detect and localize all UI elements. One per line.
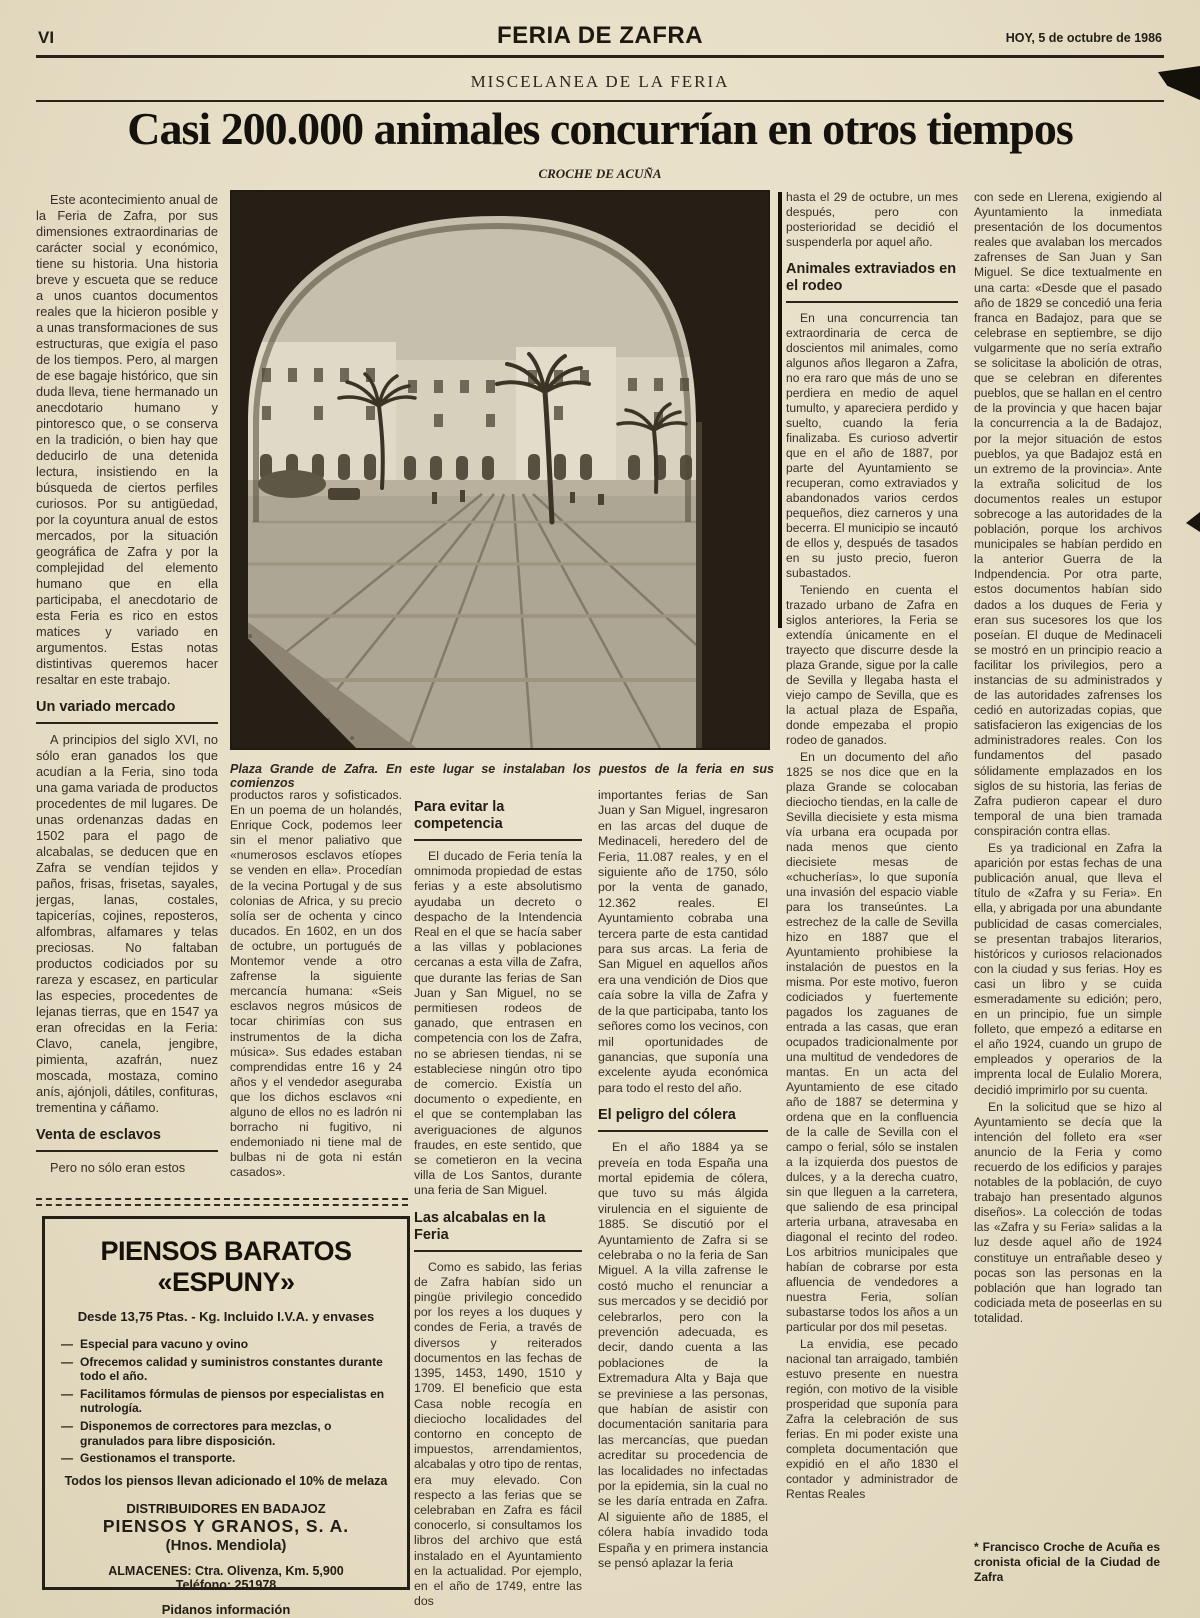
ad-bullet-item <box>61 1337 393 1352</box>
ad-bullet-item <box>61 1419 393 1448</box>
ad-address: ALMACENES: Ctra. Olivenza, Km. 5,900 <box>108 1563 344 1578</box>
paragraph: productos raros y sofisticados. En un poema de un holandés, Enrique Cock, podemos leer sin el menor paliativo que «numerosos esclavos etíopes se venden en ella». Procedían de la vecina Portugal y de sus colonias de Africa, y su precio solía ser de ochenta y cinco ducados. En 1602, en un dos de octubre, un portugués de Montemor vende a otro zafrense la siguiente mercancía humana: «Seis esclavos negros músicos de tocar chirimías con sus instrumentos de la dicha música». Sus edades estaban comprendidas entre 16 y 24 años y el vendedor aseguraba que los dichos esclavos «ni alguno de ellos no es ladrón ni borracho ni fugitivo, ni endemoniado ni tiene mal de bulbas ni de gota ni están casados». <box>230 788 402 1180</box>
section-heading: El peligro del cólera <box>598 1105 768 1132</box>
paragraph: Pero no sólo eran estos <box>50 1160 186 1175</box>
ad-note: Todos los piensos llevan adicionado el 10% de melaza <box>64 1473 388 1488</box>
paragraph: con sede en Llerena, exigiendo al Ayuntamiento la inmediata presentación de los documentos reales que avalaban los mercados zafrenses de San Juan y San Miguel. Se dice textualmente en una carta: «Desde que el pasado año de 1829 se concedió una feria franca en Badajoz, para que se celebrase en septiembre, se dijo vulgarmente que no sería extraño se solicitase la abolición de otras, que se celebran en diferentes pueblos, que se hallan en el centro de la provincia y que hacen bajar la concurrencia a la de Badajoz, por la mejor situación de estos pueblos, ya que Badajoz está en un extremo de la provincia». Ante la extraña solicitud de los documentos reales un estupor sobrecoge a las autoridades de la población, porque los archivos municipales se habían perdido en la anterior Guerra de la Indpendencia. Por otra parte, estos documentos habían sido dados a los duques de Feria y eran sus sucesores los que los poseían. El duque de Medinaceli se mostró en un principio reacio a facilitar los privilegios, pero a instancias de su administrados y de las autoridades zafrenses los cedió en autorizadas copias, que satisfacieron las exigencias de los administradores reales. Con los fundamentos del pasado sólidamente emplazados en los siglos de su historia, las ferias de Zafra pudieron capear el duro temporal de una bien tramada conspiración contra ellas. <box>974 190 1162 838</box>
paragraph: En la solicitud que se hizo al Ayuntamiento se decía que la intención del folleto era «ser anuncio de la Feria y como recuerdo de los edificios y parajes notables de la población, de cuyo trabajo han presentado algunos diseños». La colección de todas las «Zafra y su Feria» salidas a la luz desde aquel año de 1924 constituye un entrañable deseo y pocas son las personas en la población que han logrado tan codiciada meta de poseerlas en su totalidad. <box>974 1099 1162 1325</box>
paragraph: A principios del siglo XVI, no sólo eran ganados los que acudían a la Feria, sino toda una gama variada de productos procedentes de mil lugares. De unas ordenanzas dadas en 1502 para el pago de alcabalas, se deducen que en Zafra se vendían tejidos y paños, frisas, frisetas, sayales, jergas, lanas, costales, tapicerías, cojines, reposteros, alfombras, alfamares y telas preciosas. No faltaban productos codiciados por su rareza y escasez, en particular las especies, procedentes de lejanas tierras, que en 1547 ya eran ofrecidas en la Feria: Clavo, canela, jengibre, pimienta, azafrán, nuez moscada, mostaza, comino anís, ajónjoli, dátiles, confituras, trementina y cáñamo. <box>36 732 218 1115</box>
dash-marker: — <box>61 1337 73 1351</box>
ad-bullet-list <box>61 1337 393 1466</box>
kicker: MISCELANEA DE LA FERIA <box>470 72 730 91</box>
buildings <box>246 342 746 482</box>
photo-caption: Plaza Grande de Zafra. En este lugar se instalaban los puestos de la feria en sus comienzos <box>230 762 774 790</box>
ad-subtitle: Desde 13,75 Ptas. - Kg. Incluido I.V.A. y envases <box>77 1309 375 1324</box>
page-number: VI <box>38 28 55 47</box>
plaza-photo-illustration <box>232 192 770 750</box>
ad-bullet-item <box>61 1387 393 1416</box>
ad-bullet-text: Especial para vacuno y ovino <box>80 1337 249 1351</box>
paragraph: El ducado de Feria tenía la omnimoda propiedad de estas ferias y a este absolutismo ayudaba un decreto o despacho de la Intendencia Real en el que se hacía saber a las villas y poblaciones cercanas a esta villa de Zafra, que durante las ferias de San Juan y San Miguel, no se permitiesen rodeos de ganado, que entrasen en competencia con los de Zafra, no se abriesen tiendas, ni se estableciese ningún otro tipo de comercio. Existía un documento o expediente, en el que se contemplaban las averiguaciones de algunos fraudes, en este sentido, que se cometieron en la vecina villa de Los Santos, durante una feria de San Miguel. <box>414 849 582 1198</box>
section-heading: Venta de esclavos <box>36 1125 218 1152</box>
column-5 <box>786 190 958 1614</box>
section-heading: Animales extraviados en el rodeo <box>786 259 958 303</box>
ad-bullet-text: Gestionamos el transporte. <box>80 1451 236 1466</box>
ad-title: PIENSOS BARATOS «ESPUNY» <box>100 1236 352 1297</box>
shrub <box>258 470 326 498</box>
paragraph: importantes ferias de San Juan y San Miguel, ingresaron en las arcas del duque de Medinaceli, heredero del de Feria, 11.087 reales, y en el siguiente año de 1750, sólo por la venta de ganado, 12.362 reales. El Ayuntamiento cobraba una tercera parte de esta cantidad para sus arcas. La feria de San Miguel en aquellos años era una vendición de Dios que caía sobre la villa de Zafra y de la que participaba, tanto los señores como los vecinos, con mil oportunidades de ganancias, que suponía una excelente ayuda económica para todo el resto del año. <box>598 788 768 1095</box>
ad-separator <box>36 1198 408 1206</box>
ad-company-subname: (Hnos. Mendiola) <box>165 1536 287 1554</box>
ad-bullet-text: Ofrecemos calidad y suministros constantes durante todo el año. <box>80 1354 383 1384</box>
column-2 <box>230 788 402 1212</box>
ad-bullet-item <box>61 1451 393 1466</box>
ad-bullet-item <box>61 1355 393 1384</box>
paragraph: Como es sabido, las ferias de Zafra habían sido un pingüe privilegio concedido por los reyes a los duques y condes de Feria, a través de diversos y reiterados documentos en las fechas de 1395, 1453, 1490, 1510 y 1709. El beneficio que esta Casa noble recogía en dieciocho localidades del contorno en concepto de impuestos, arrendamientos, alcabalas y otro tipo de rentas, era muy elevado. Con respecto a las ferias que se celebraban en Zafra es fácil conocerlo, si consultamos los libros del archivo que está instalado en el Ayuntamiento en la actualidad. Por ejemplo, en el año de 1749, entre las dos <box>414 1259 582 1609</box>
ad-bullet-text: Disponemos de correctores para mezclas, o granulados para libre disposición. <box>80 1418 332 1448</box>
dash-marker: — <box>61 1354 73 1369</box>
ad-distributor-label: DISTRIBUIDORES EN BADAJOZ <box>126 1500 326 1516</box>
print-artifact <box>1186 512 1200 532</box>
paragraph: En un documento del año 1825 se nos dice que en la plaza Grande se colocaban dieciocho tiendas, en la calle de Sevilla diecisiete y esta misma vía urbana era ocupada por nada menos que ciento diecisiete mesas de «chucherías», lo que suponía una invasión del espacio viable para los transeúntes. La estrechez de la calle de Sevilla hizo en 1887 que el Ayuntamiento prohibiese la instalación de puestos en la misma. Por este motivo, fueron codiciados y fuertemente pagados los zaguanes de entrada a las casas, que eran ocupados tradicionalmente por una multitud de vendedores de mantas. En un acta del Ayuntamiento de ese citado año de 1887 se determina y ordena que en la confluencia de la calle de Sevilla con el campo o ferial, sólo se instalen a la izquierda dos puestos de dulces, y a la derecha cuatro, sin que lleguen a la carretera, que saliendo de esa principal arteria urbana, atravesaba en diagonal el recinto del rodeo. Los arbitrios municipales que habían de cobrarse por esta afluencia de vendedores a nuestra Feria, solían subastarse todos los años a un particular por dos mil pesetas. <box>786 750 958 1334</box>
column-1 <box>36 192 218 1190</box>
paragraph: Este acontecimiento anual de la Feria de Zafra, por sus dimensiones extraordinarias de carácter social y económico, tiene su historia. Una historia breve y escueta que se reduce a unos cuantos documentos reales que la hicieron posible y a unas transformaciones de sus estructuras, que exigía el paso de los tiempos. Pero, al margen de ese bagaje histórico, que sin duda lleva, tiene hermanado un anecdotario humano y pintoresco que, o se conserva en la tradición, o bien hay que deducirlo de una detenida lectura, insistiendo en la búsqueda de ciertos perfiles curiosos. Por su antigüedad, por la coyuntura anual de estos mercados, por la situación geográfica de Zafra y por la complejidad del elemento humano que en ella participaba, el anecdotario de esta Feria es rico en estos matices y variado en argumentos. Estas notas distintivas queremos hacer resaltar en este trabajo. <box>36 192 218 687</box>
column-6 <box>974 190 1162 1534</box>
dash-marker: — <box>61 1418 73 1433</box>
section-heading: Un variado mercado <box>36 697 218 724</box>
advertisement <box>42 1216 410 1617</box>
column-3 <box>414 788 582 1614</box>
dash-marker: — <box>61 1386 73 1401</box>
section-heading: Para evitar la competencia <box>414 797 582 841</box>
paragraph: hasta el 29 de octubre, un mes después, pero con posterioridad se decidió el suspenderla por aquel año. <box>786 190 958 249</box>
author-footnote: * Francisco Croche de Acuña es cronista oficial de la Ciudad de Zafra <box>974 1540 1160 1584</box>
column-rule <box>778 192 782 628</box>
pier-edge <box>696 422 702 750</box>
paragraph: Teniendo en cuenta el trazado urbano de Zafra en siglos anteriores, la Feria se extendía únicamente en el trayecto que discurre desde la plaza Grande, sigue por la calle de Sevilla y llegaba hasta el viejo campo de Sevilla, que es la actual plaza de España, donde empezaba el propio rodeo de ganados. <box>786 583 958 747</box>
column-4 <box>598 788 768 1614</box>
paragraph: En una concurrencia tan extraordinaria de cerca de doscientos mil animales, como algunos años llegaron a Zafra, no era raro que más de uno se perdiera en medio de aquel tumulto, y apareciera perdido y suelto, cuando la feria finalizaba. Es curioso advertir que en el año de 1887, por parte del Ayuntamiento se recuperan, como extraviados y abandonados varios cerdos pequeños, diez carneros y una becerra. El municipio se incautó de ellos y, después de tasados en su justo precio, fueron subastados. <box>786 311 958 580</box>
byline: CROCHE DE ACUÑA <box>538 166 662 181</box>
section-heading: Las alcabalas en la Feria <box>414 1208 582 1252</box>
edition-date: HOY, 5 de octubre de 1986 <box>1005 31 1162 45</box>
ad-cta: Pidanos información <box>161 1601 291 1617</box>
headline: Casi 200.000 animales concurrían en otros tiempos <box>127 103 1073 154</box>
paragraph: La envidia, ese pecado nacional tan arraigado, también estuvo presente en nuestra región, con motivo de la visible prosperidad que suponía para Zafra la celebración de sus ferias. En mi poder existe una completa documentación que expidió en el año 1830 el contador y administrador de Rentas Reales <box>786 1337 958 1501</box>
masthead-rule <box>36 55 1164 58</box>
plaza-photo <box>230 190 770 750</box>
ad-bullet-text: Facilitamos fórmulas de piensos por especialistas en nutrología. <box>80 1386 385 1416</box>
section-title: FERIA DE ZAFRA <box>496 22 704 49</box>
ad-company-name: PIENSOS Y GRANOS, S. A. <box>102 1515 350 1536</box>
paragraph: En el año 1884 ya se preveía en toda España una mortal epidemia de cólera, que tuvo su más álgida virulencia en el siguiente de 1885. Se discutió por el Ayuntamiento de Zafra si se celebraba o no la feria de San Miguel. A la villa zafrense le costó mucho el renunciar a sus mercados y se decidió por celebrarlos, pero con la prevención adecuada, es decir, dando cuenta a las poblaciones de la Extremadura Alta y Baja que se previniese a las personas, que habían de asistir con documentación sanitaria para las mercancías, que puedan acreditar su procedencia de las localidades no infectadas por la epidemia, sin la cual no se les daría entrada en Zafra. Al siguiente año de 1885, el cólera había invadido toda España y en primera instancia se pensó aplazar la feria <box>598 1140 768 1571</box>
ad-phone: Teléfono: 251978 <box>175 1577 277 1592</box>
paragraph: Es ya tradicional en Zafra la aparición por estas fechas de una publicación anual, que lleva el título de «Zafra y su Feria». En ella, y abrigada por una abundante publicidad de casas comerciales, se presentan trabajos literarios, históricos y curiosos relacionados con la ciudad y sus ferias. Hoy es casi un libro y se cuida esmeradamente su edición; pero, en un principio, fue un simple folleto, que empezó a editarse en el año 1924, cuando un grupo de empleados y operarios de la imprenta local de Eulalio Morera, decidió imprimirlo por su cuenta. <box>974 841 1162 1097</box>
dash-marker: — <box>61 1451 73 1466</box>
